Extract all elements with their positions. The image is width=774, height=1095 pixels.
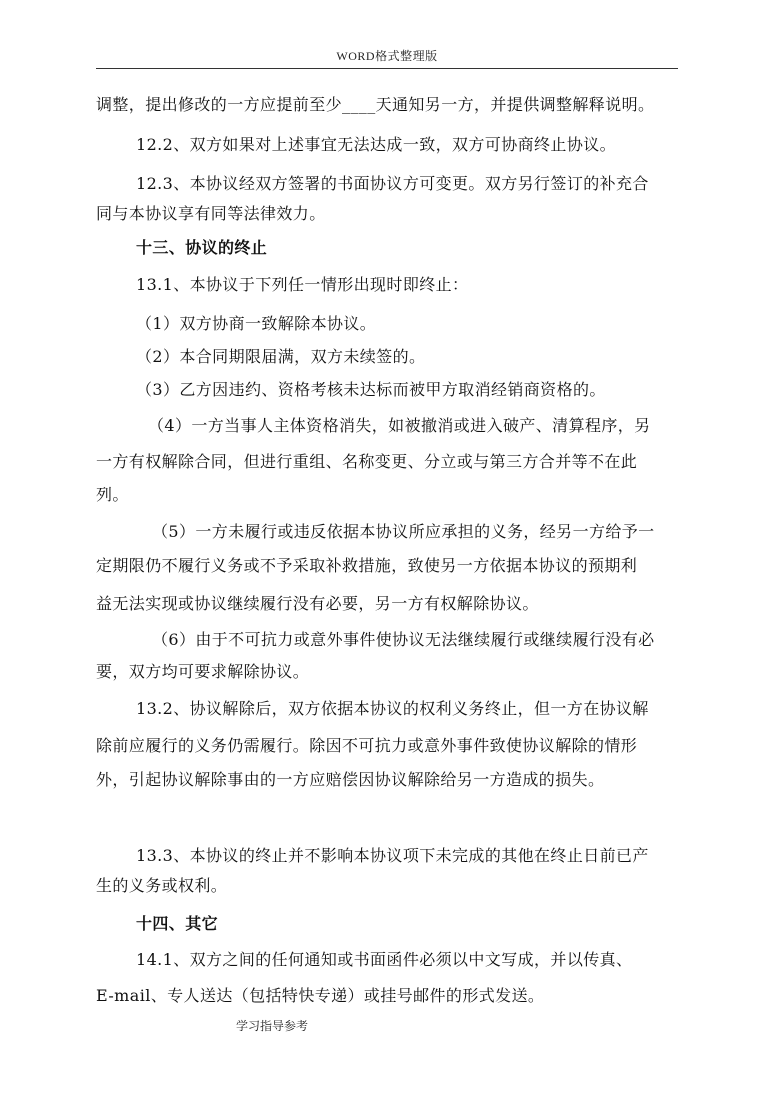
list-item-4: （4）一方当事人主体资格消失，如被撤消或进入破产、清算程序，另 <box>148 416 651 435</box>
section-heading-14: 十四、其它 <box>136 914 219 933</box>
body-line: 外，引起协议解除事由的一方应赔偿因协议解除给另一方造成的损失。 <box>96 770 605 789</box>
clause-13-1: 13.1、本协议于下列任一情形出现时即终止： <box>136 275 469 294</box>
clause-12-3: 12.3、本协议经双方签署的书面协议方可变更。双方另行签订的补充合 <box>136 174 649 193</box>
body-line: 定期限仍不履行义务或不予采取补救措施，致使另一方依据本协议的预期利 <box>96 556 638 575</box>
body-line: 列。 <box>96 485 129 504</box>
list-item-3: （3）乙方因违约、资格考核未达标而被甲方取消经销商资格的。 <box>136 380 606 399</box>
body-line: 除前应履行的义务仍需履行。除因不可抗力或意外事件致使协议解除的情形 <box>96 736 638 755</box>
body-line: 要，双方均可要求解除协议。 <box>96 662 310 681</box>
list-item-6: （6）由于不可抗力或意外事件使协议无法继续履行或继续履行没有必 <box>152 630 655 649</box>
section-heading-13: 十三、协议的终止 <box>136 238 268 257</box>
page-header: WORD格式整理版 <box>336 49 438 63</box>
body-line: 益无法实现或协议继续履行没有必要，另一方有权解除协议。 <box>96 594 539 613</box>
clause-13-3: 13.3、本协议的终止并不影响本协议项下未完成的其他在终止日前已产 <box>136 846 649 865</box>
body-line: 同与本协议享有同等法律效力。 <box>96 204 326 223</box>
list-item-1: （1）双方协商一致解除本协议。 <box>136 314 377 333</box>
list-item-2: （2）本合同期限届满，双方未续签的。 <box>136 347 426 366</box>
body-line: 一方有权解除合同，但进行重组、名称变更、分立或与第三方合并等不在此 <box>96 452 638 471</box>
body-line: 生的义务或权利。 <box>96 876 228 895</box>
clause-14-1: 14.1、双方之间的任何通知或书面函件必须以中文写成，并以传真、 <box>136 950 633 969</box>
body-line: 调整，提出修改的一方应提前至少____天通知另一方，并提供调整解释说明。 <box>96 95 655 114</box>
header-divider <box>96 68 678 69</box>
list-item-5: （5）一方未履行或违反依据本协议所应承担的义务，经另一方给予一 <box>152 522 655 541</box>
clause-13-2: 13.2、协议解除后，双方依据本协议的权利义务终止，但一方在协议解 <box>136 699 649 718</box>
page-footer: 学习指导参考 <box>236 1019 309 1033</box>
body-line: E-mail、专人送达（包括特快专递）或挂号邮件的形式发送。 <box>96 986 545 1005</box>
clause-12-2: 12.2、双方如果对上述事宜无法达成一致，双方可协商终止协议。 <box>136 135 617 154</box>
